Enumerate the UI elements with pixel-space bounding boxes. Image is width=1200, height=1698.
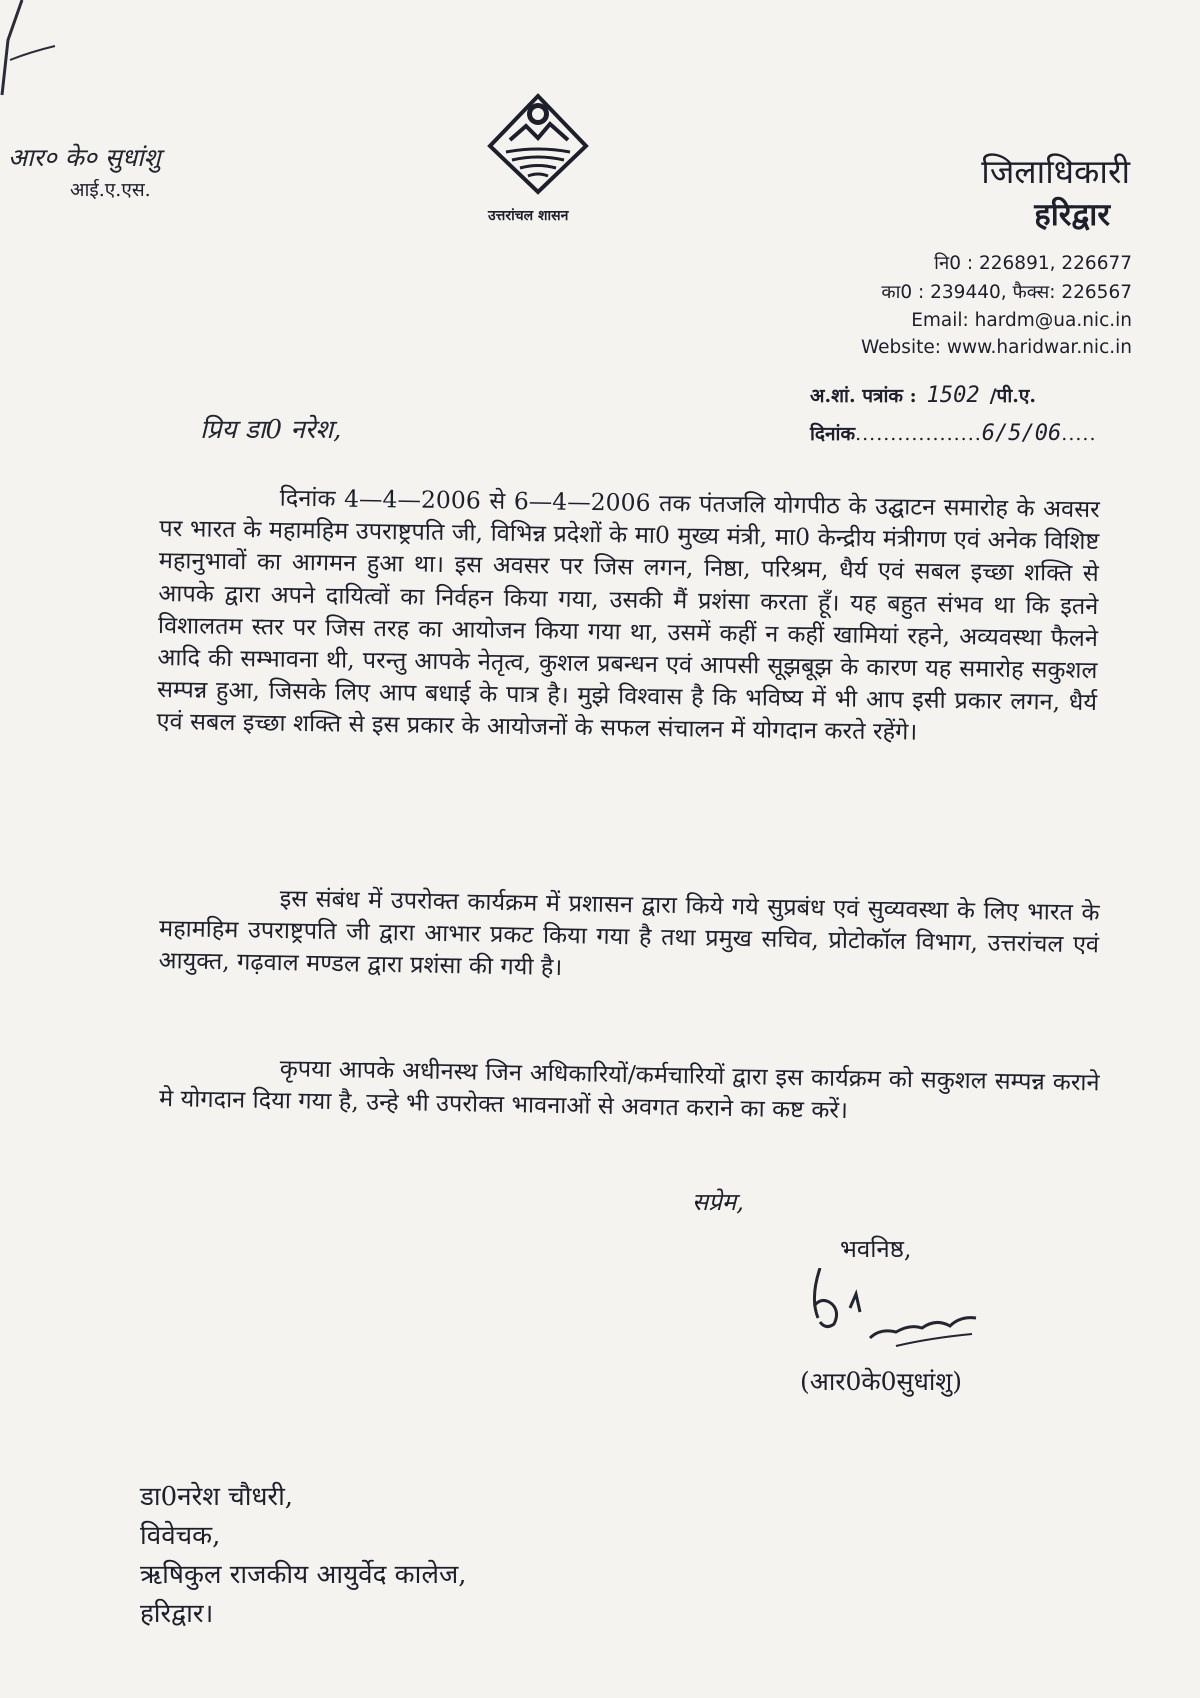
pen-mark-icon xyxy=(0,0,70,110)
addressee-line: ऋषिकुल राजकीय आयुर्वेद कालेज, xyxy=(140,1560,467,1590)
date-trail: ..... xyxy=(1061,423,1097,445)
addressee-block xyxy=(140,1478,467,1634)
closing-handwritten: सप्रेम, xyxy=(692,1188,744,1216)
reference-suffix: /पी.ए. xyxy=(989,385,1036,407)
body-paragraph-3 xyxy=(159,1050,1100,1131)
sender-service: आई.ए.एस. xyxy=(70,179,151,201)
yours-faithfully: भवनिष्ठ, xyxy=(840,1235,912,1263)
office-website: Website: www.haridwar.nic.in xyxy=(860,337,1132,358)
body-paragraph-2 xyxy=(158,880,1100,993)
handwritten-signature-icon xyxy=(800,1268,990,1368)
reference-label: अ.शां. पत्रांक : xyxy=(810,385,917,407)
salutation: प्रिय डा0 नरेश, xyxy=(200,415,342,445)
addressee-line: विवेचक, xyxy=(140,1521,221,1551)
residence-phone: नि0 : 226891, 226677 xyxy=(934,253,1132,274)
signature-name: (आर0के0सुधांशु) xyxy=(800,1367,963,1396)
sender-name: आर० के० सुधांशु xyxy=(8,143,161,172)
reference-number-row xyxy=(810,382,1130,408)
state-emblem-icon xyxy=(482,88,594,200)
paragraph-text: इस संबंध में उपरोक्त कार्यक्रम में प्रशासन द्वारा किये गये सुप्रबंध एवं सुव्यवस्था के लिए भारत के महामहिम उपराष्ट्रपति जी द्वारा आभार प्रकट किया गया है तथा प्रमुख सचिव, प्रोटोकॉल विभाग, उत्तरांचल एवं आयुक्त, गढ़वाल मण्डल द्वारा प्रशंसा की गयी है। xyxy=(158,884,1100,982)
date-value: 6/5/06 xyxy=(981,421,1062,446)
body-paragraph-1 xyxy=(156,480,1100,751)
office-title: जिलाधिकारी xyxy=(981,152,1130,191)
office-place: हरिद्वार xyxy=(1034,197,1110,233)
date-dots: .................. xyxy=(855,423,982,445)
government-name: उत्तरांचल शासन xyxy=(488,208,569,224)
addressee-line: डा0नरेश चौधरी, xyxy=(140,1482,294,1512)
reference-number: 1502 xyxy=(926,383,980,408)
office-phone-fax: का0 : 239440, फैक्स: 226567 xyxy=(881,282,1132,303)
paragraph-text: कृपया आपके अधीनस्थ जिन अधिकारियों/कर्मचारियों द्वारा इस कार्यक्रम को सकुशल सम्पन्न कराने मे योगदान दिया गया है, उन्हे भी उपरोक्त भावनाओं से अवगत कराने का कष्ट करें। xyxy=(158,1054,1100,1125)
office-email: Email: hardm@ua.nic.in xyxy=(911,310,1132,331)
paragraph-text: दिनांक 4—4—2006 से 6—4—2006 तक पंतजलि योगपीठ के उद्घाटन समारोह के अवसर पर भारत के महामहिम उपराष्ट्रपति जी, विभिन्न प्रदेशों के मा0 मुख्य मंत्री, मा0 केन्द्रीय मंत्रीगण एवं अनेक विशिष्ट महानुभावों का आगमन हुआ था। इस अवसर पर जिस लगन, निष्ठा, परिश्रम, धैर्य एवं सबल इच्छा शक्ति से आपके द्वारा अपने दायित्वों का निर्वहन किया गया, उसकी मैं प्रशंसा करता हूँ। यह बहुत संभव था कि इतने विशालतम स्तर पर जिस तरह का आयोजन किया गया था, उसमें कहीं न कहीं खामियां रहने, अव्यवस्था फैलने आदि की सम्भावना थी, परन्तु आपके नेतृत्व, कुशल प्रबन्धन एवं आपसी सूझबूझ के कारण यह समारोह सकुशल सम्पन्न हुआ, जिसके लिए आप बधाई के पात्र है। मुझे विश्वास है कि भविष्य में भी आप इसी प्रकार लगन, धैर्य एवं सबल इच्छा शक्ति से इस प्रकार के आयोजनों के सफल संचालन में योगदान करते रहेंगे। xyxy=(156,483,1100,747)
date-row xyxy=(810,420,1130,446)
addressee-line: हरिद्वार। xyxy=(140,1599,214,1629)
date-label: दिनांक xyxy=(810,423,856,445)
